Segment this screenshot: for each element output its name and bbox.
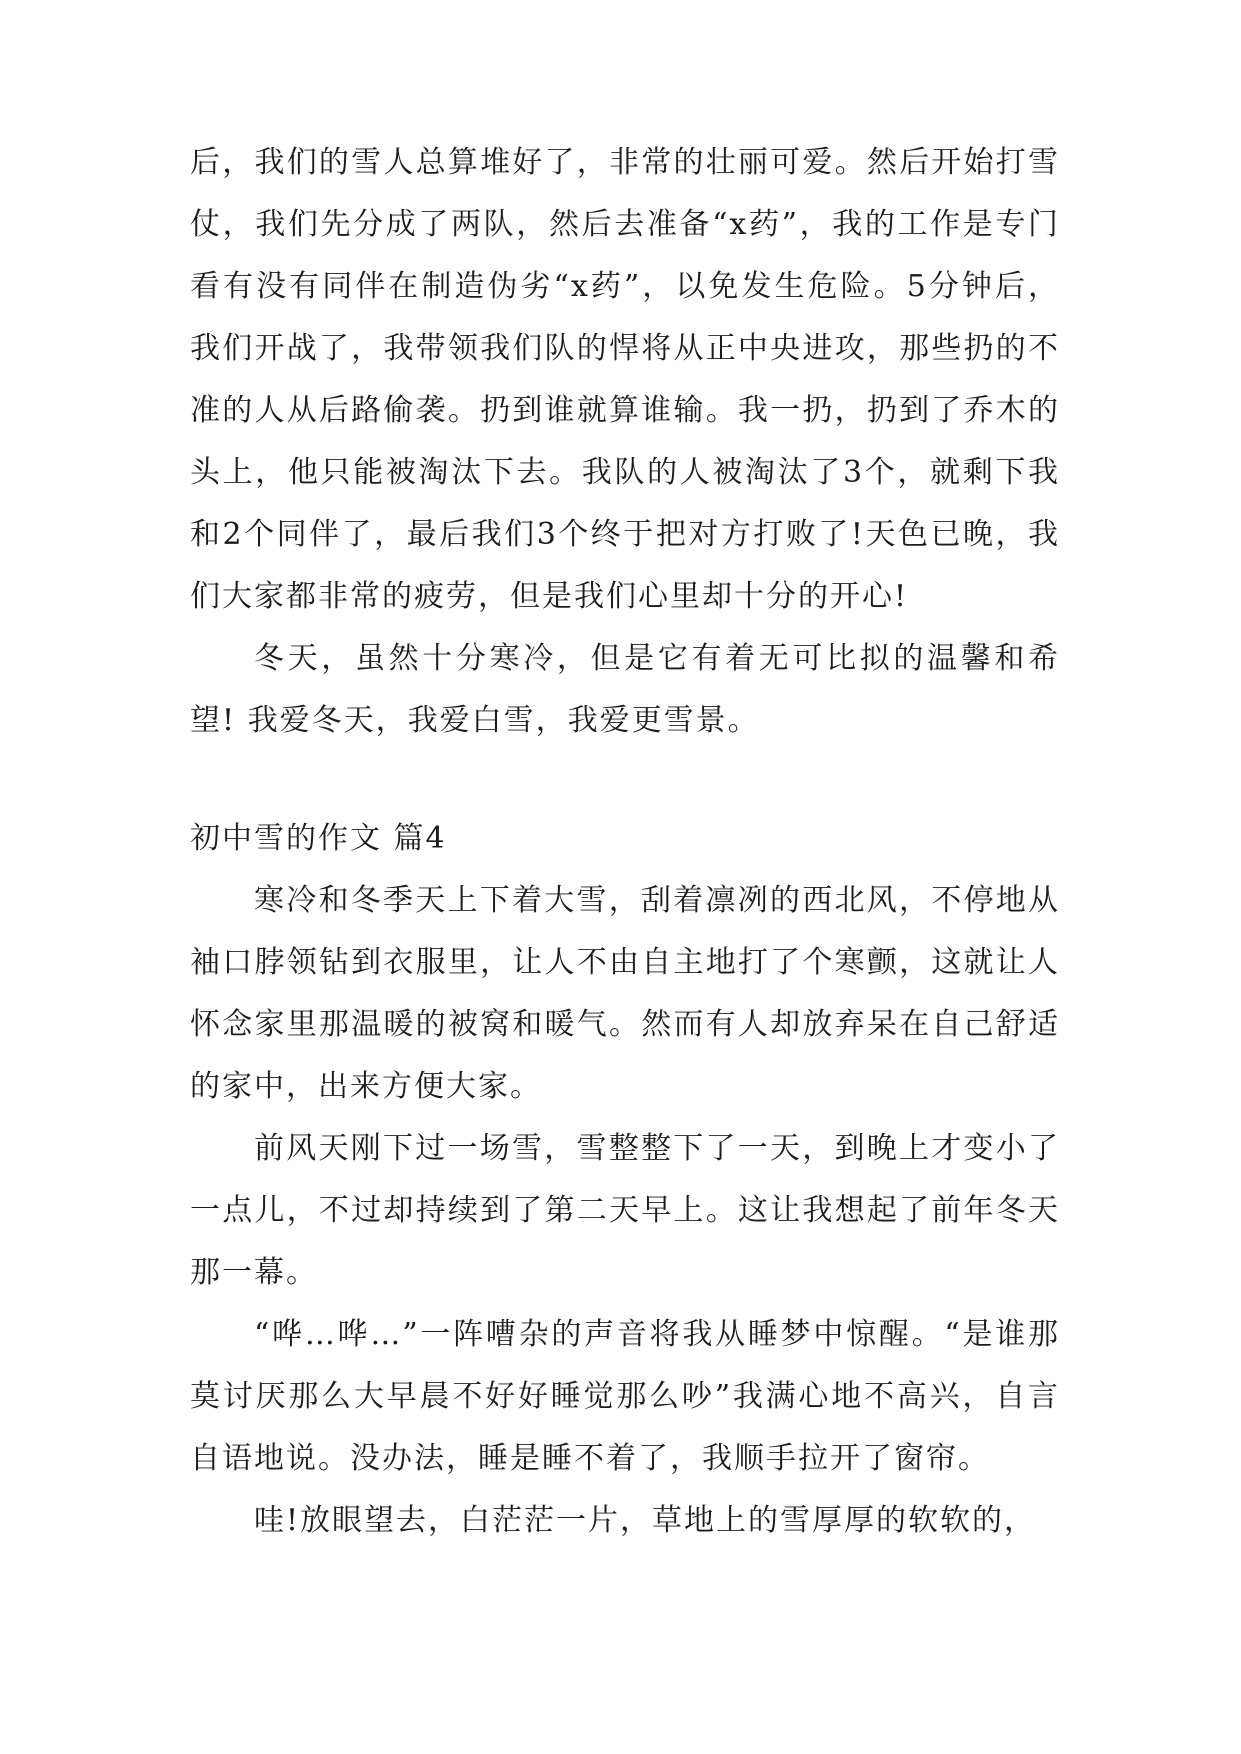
paragraph-winter-love: 冬天，虽然十分寒冷，但是它有着无可比拟的温馨和希望! 我爱冬天，我爱白雪，我爱更雪景。 — [190, 641, 1060, 738]
paragraph-noise-wakeup: “哗…哗…”一阵嘈杂的声音将我从睡梦中惊醒。“是谁那莫讨厌那么大早晨不好好睡觉那么吵”我满心地不高兴，自言自语地说。没办法，睡是睡不着了，我顺手拉开了窗帘。 — [190, 1317, 1060, 1476]
paragraph-continuation: 后，我们的雪人总算堆好了，非常的壮丽可爱。然后开始打雪仗，我们先分成了两队，然后去准备“x药”，我的工作是专门看有没有同伴在制造伪劣“x药”，以免发生危险。5分钟后，我们开战了，我带领我们队的悍将从正中央进攻，那些扔的不准的人从后路偷袭。扔到谁就算谁输。我一扔，扔到了乔木的头上，他只能被淘汰下去。我队的人被淘汰了3个，就剩下我和2个同伴了，最后我们3个终于把对方打败了!天色已晚，我们大家都非常的疲劳，但是我们心里却十分的开心! — [190, 145, 1060, 614]
paragraph-snowfall: 前风天刚下过一场雪，雪整整下了一天，到晚上才变小了一点儿，不过却持续到了第二天早上。这让我想起了前年冬天那一幕。 — [190, 1131, 1060, 1290]
document-body — [190, 132, 1060, 1552]
section-title: 初中雪的作文 篇4 — [190, 821, 447, 856]
paragraph-cold-winter: 寒冷和冬季天上下着大雪，刮着凛冽的西北风，不停地从袖口脖领钻到衣服里，让人不由自主地打了个寒颤，这就让人怀念家里那温暖的被窝和暖气。然而有人却放弃呆在自己舒适的家中，出来方便大家。 — [190, 883, 1060, 1104]
paragraph-window-view: 哇!放眼望去，白茫茫一片，草地上的雪厚厚的软软的， — [254, 1503, 1037, 1538]
